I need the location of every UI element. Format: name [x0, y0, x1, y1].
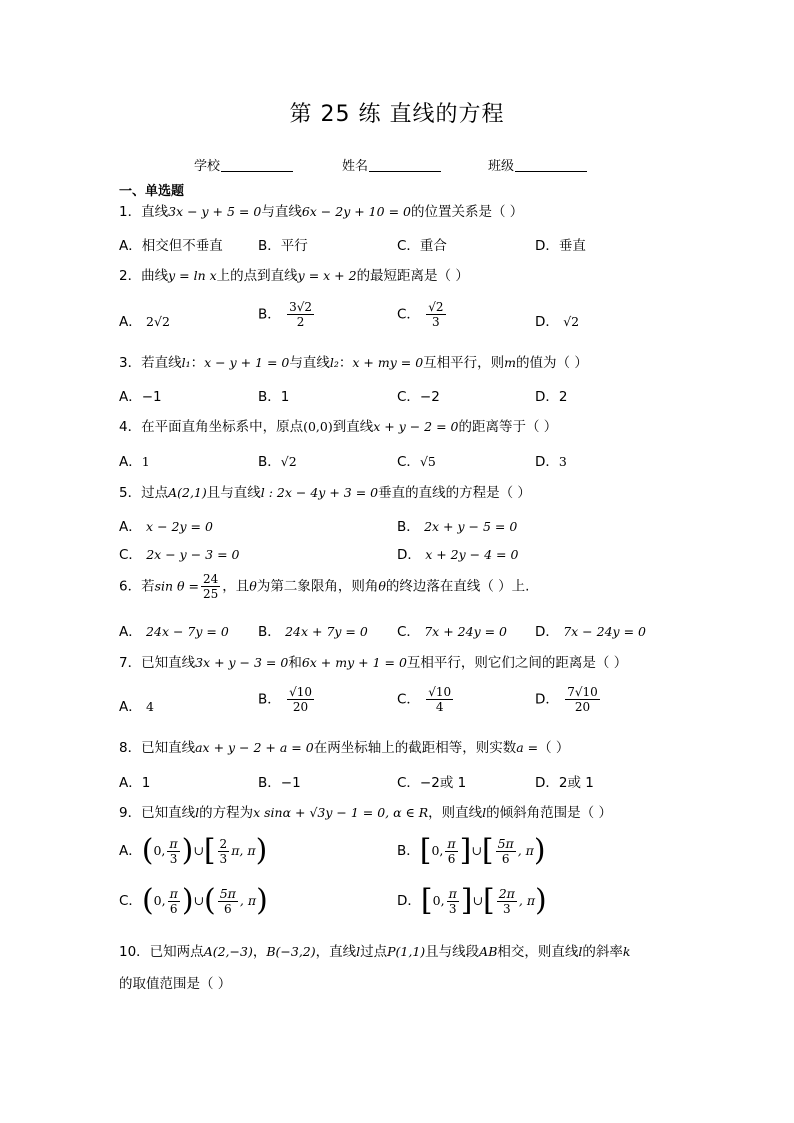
- question-3: 3．若直线l₁：x − y + 1 = 0与直线l₂：x + my = 0互相平行，则m的值为（ ）: [119, 355, 588, 371]
- q4-option-c: C．√5: [397, 454, 436, 470]
- q5-option-d: D． x + 2y − 4 = 0: [397, 547, 519, 563]
- question-10: 10．已知两点A(2,−3)，B(−3,2)，直线l过点P(1,1)且与线段AB相交，则直线l的斜率k: [119, 944, 631, 960]
- q2-option-d: D． √2: [535, 314, 580, 330]
- q3-option-a: A．−1: [119, 389, 162, 405]
- q5-option-c: C． 2x − y − 3 = 0: [119, 547, 240, 563]
- q9-option-d: D．[0, $\frac{\pi}{3}$ ]∪[ $\frac{2\pi}{3}$ , π): [397, 883, 547, 918]
- question-1: 1．直线3x − y + 5 = 0与直线6x − 2y + 10 = 0的位置关系是（ ）: [119, 204, 524, 220]
- q1-option-b: B．平行: [258, 238, 308, 254]
- q2-option-b: B． $\frac{3√2}{2}$: [258, 300, 312, 329]
- question-9: 9．已知直线l的方程为x sinα + √3y − 1 = 0, α ∈ R，则直线l的倾斜角范围是（ ）: [119, 805, 612, 821]
- q5-option-a: A． x − 2y = 0: [119, 519, 213, 535]
- q6-option-d: D． 7x − 24y = 0: [535, 624, 646, 640]
- question-8: 8．已知直线ax + y − 2 + a = 0在两坐标轴上的截距相等，则实数a =（ ）: [119, 740, 570, 756]
- q9-option-a: A．(0, $\frac{\pi}{3}$ )∪[ $\frac{2}{3}$ π, π): [119, 833, 268, 868]
- q4-option-a: A．1: [119, 454, 150, 470]
- q7-option-d: D． $\frac{7√10}{20}$: [535, 685, 598, 714]
- q5-option-b: B． 2x + y − 5 = 0: [397, 519, 518, 535]
- page-title: 第 25 练 直线的方程: [289, 102, 505, 127]
- q6-option-c: C． 7x + 24y = 0: [397, 624, 507, 640]
- q7-option-c: C． $\frac{√10}{4}$: [397, 685, 452, 714]
- question-7: 7．已知直线3x + y − 3 = 0和6x + my + 1 = 0互相平行，则它们之间的距离是（ ）: [119, 655, 628, 671]
- name-label: 姓名: [342, 159, 369, 174]
- question-6: 6．若sin θ = $\frac{24}{25}$ ，且θ为第二象限角，则角θ的终边落在直线（ ）上.: [119, 572, 530, 601]
- q3-option-b: B．1: [258, 389, 290, 405]
- q3-option-c: C．−2: [397, 389, 440, 405]
- q6-option-a: A． 24x − 7y = 0: [119, 624, 229, 640]
- q8-option-c: C．−2或 1: [397, 775, 467, 791]
- name-blank: [369, 171, 441, 172]
- q1-option-d: D．垂直: [535, 238, 586, 254]
- q7-option-a: A． 4: [119, 699, 154, 715]
- school-label: 学校: [194, 159, 221, 174]
- q6-option-b: B． 24x + 7y = 0: [258, 624, 368, 640]
- q4-option-b: B．√2: [258, 454, 297, 470]
- class-blank: [515, 171, 587, 172]
- question-4: 4．在平面直角坐标系中，原点(0,0)到直线x + y − 2 = 0的距离等于（ ）: [119, 419, 558, 435]
- q8-option-d: D．2或 1: [535, 775, 594, 791]
- q9-option-b: B．[0, $\frac{\pi}{6}$ ]∪[ $\frac{5\pi}{6}$ , π): [397, 833, 546, 868]
- q4-option-d: D．3: [535, 454, 567, 470]
- question-5: 5．过点A(2,1)且与直线l : 2x − 4y + 3 = 0垂直的直线的方程是（ ）: [119, 485, 531, 501]
- q7-option-b: B． $\frac{√10}{20}$: [258, 685, 312, 714]
- q1-option-c: C．重合: [397, 238, 447, 254]
- q8-option-a: A．1: [119, 775, 151, 791]
- question-10-line2: 的取值范围是（ ）: [119, 976, 232, 992]
- question-2: 2．曲线y = ln x上的点到直线y = x + 2的最短距离是（ ）: [119, 268, 469, 284]
- section-heading: 一、单选题: [119, 184, 185, 199]
- school-blank: [221, 171, 293, 172]
- name-field: [342, 155, 441, 174]
- class-label: 班级: [488, 159, 515, 174]
- q8-option-b: B．−1: [258, 775, 301, 791]
- q3-option-d: D．2: [535, 389, 568, 405]
- q9-option-c: C．(0, $\frac{\pi}{6}$ )∪( $\frac{5\pi}{6}$ , π): [119, 883, 268, 918]
- school-field: [194, 155, 293, 174]
- q1-option-a: A．相交但不垂直: [119, 238, 223, 254]
- q2-option-c: C． $\frac{√2}{3}$: [397, 300, 444, 329]
- class-field: [488, 155, 587, 174]
- q2-option-a: A． 2√2: [119, 314, 170, 330]
